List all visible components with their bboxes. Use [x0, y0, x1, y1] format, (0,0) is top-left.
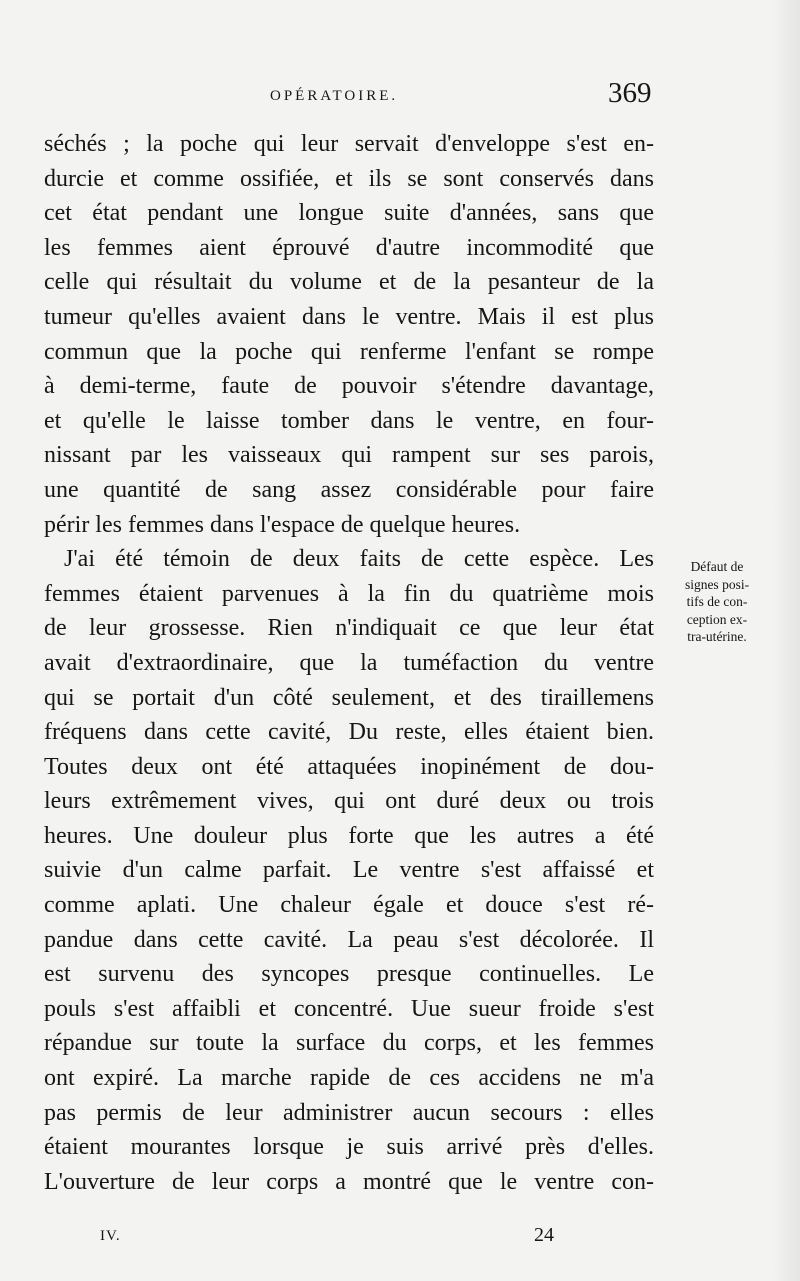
text-line: L'ouverture de leur corps a montré que le ventre con- — [44, 1168, 654, 1195]
text-line: tumeur qu'elles avaient dans le ventre. Mais il est plus — [44, 303, 654, 330]
text-line: celle qui résultait du volume et de la pesanteur de la — [44, 269, 654, 296]
text-line: qui se portait d'un côté seulement, et des tiraillemens — [44, 684, 654, 711]
text-line: suivie d'un calme parfait. Le ventre s'est affaissé et — [44, 857, 654, 884]
text-line: les femmes aient éprouvé d'autre incommodité que — [44, 234, 654, 261]
text-line: durcie et comme ossifiée, et ils se sont conservés dans — [44, 165, 654, 192]
margin-note-line: signes posi- — [684, 576, 750, 592]
signature-number: 24 — [534, 1224, 554, 1246]
text-line: comme aplati. Une chaleur égale et douce s'est ré- — [44, 892, 654, 919]
text-line: leurs extrêmement vives, qui ont duré deux ou trois — [44, 788, 654, 815]
text-line: répandue sur toute la surface du corps, et les femmes — [44, 1030, 654, 1057]
text-line: pandue dans cette cavité. La peau s'est décolorée. Il — [44, 926, 654, 953]
text-line: périr les femmes dans l'espace de quelque heures. — [44, 511, 521, 538]
margin-note-line: tifs de con- — [686, 594, 748, 609]
text-line: ont expiré. La marche rapide de ces accidens ne m'a — [44, 1065, 654, 1092]
text-line: à demi-terme, faute de pouvoir s'étendre davantage, — [44, 373, 654, 400]
text-line: pas permis de leur administrer aucun secours : elles — [44, 1099, 654, 1126]
margin-note-line: ception ex- — [686, 611, 748, 627]
text-line: commun que la poche qui renferme l'enfant se rompe — [44, 338, 654, 365]
text-line: étaient mourantes lorsque je suis arrivé près d'elles. — [44, 1134, 654, 1161]
text-line: fréquens dans cette cavité, Du reste, elles étaient bien. — [44, 719, 654, 746]
margin-note-line: Défaut de — [690, 559, 744, 574]
text-line: nissant par les vaisseaux qui rampent sur ses parois, — [44, 442, 654, 469]
page-number: 369 — [608, 77, 652, 109]
text-line: une quantité de sang assez considérable pour faire — [44, 476, 654, 503]
text-line: pouls s'est affaibli et concentré. Uue sueur froide s'est — [44, 995, 654, 1022]
text-line: Toutes deux ont été attaquées inopinément de dou- — [44, 753, 654, 780]
margin-note-line: tra-utérine. — [687, 629, 747, 644]
page-edge-shadow — [772, 0, 800, 1281]
body-text — [44, 127, 654, 1199]
text-line: femmes étaient parvenues à la fin du quatrième mois — [44, 580, 654, 607]
paragraph-start-line: J'ai été témoin de deux faits de cette espèce. Les — [64, 546, 654, 573]
text-line: cet état pendant une longue suite d'années, sans que — [44, 200, 654, 227]
text-line: avait d'extraordinaire, que la tuméfaction du ventre — [44, 649, 654, 676]
text-line: heures. Une douleur plus forte que les autres a été — [44, 822, 654, 849]
text-line: de leur grossesse. Rien n'indiquait ce que leur état — [44, 615, 654, 642]
signature-volume: IV. — [100, 1228, 121, 1244]
running-head-title: OPÉRATOIRE. — [270, 88, 399, 104]
text-line: séchés ; la poche qui leur servait d'enveloppe s'est en- — [44, 131, 654, 157]
margin-note — [662, 558, 772, 646]
text-line: et qu'elle le laisse tomber dans le ventre, en four- — [44, 407, 654, 434]
text-line: est survenu des syncopes presque continuelles. Le — [44, 961, 654, 988]
